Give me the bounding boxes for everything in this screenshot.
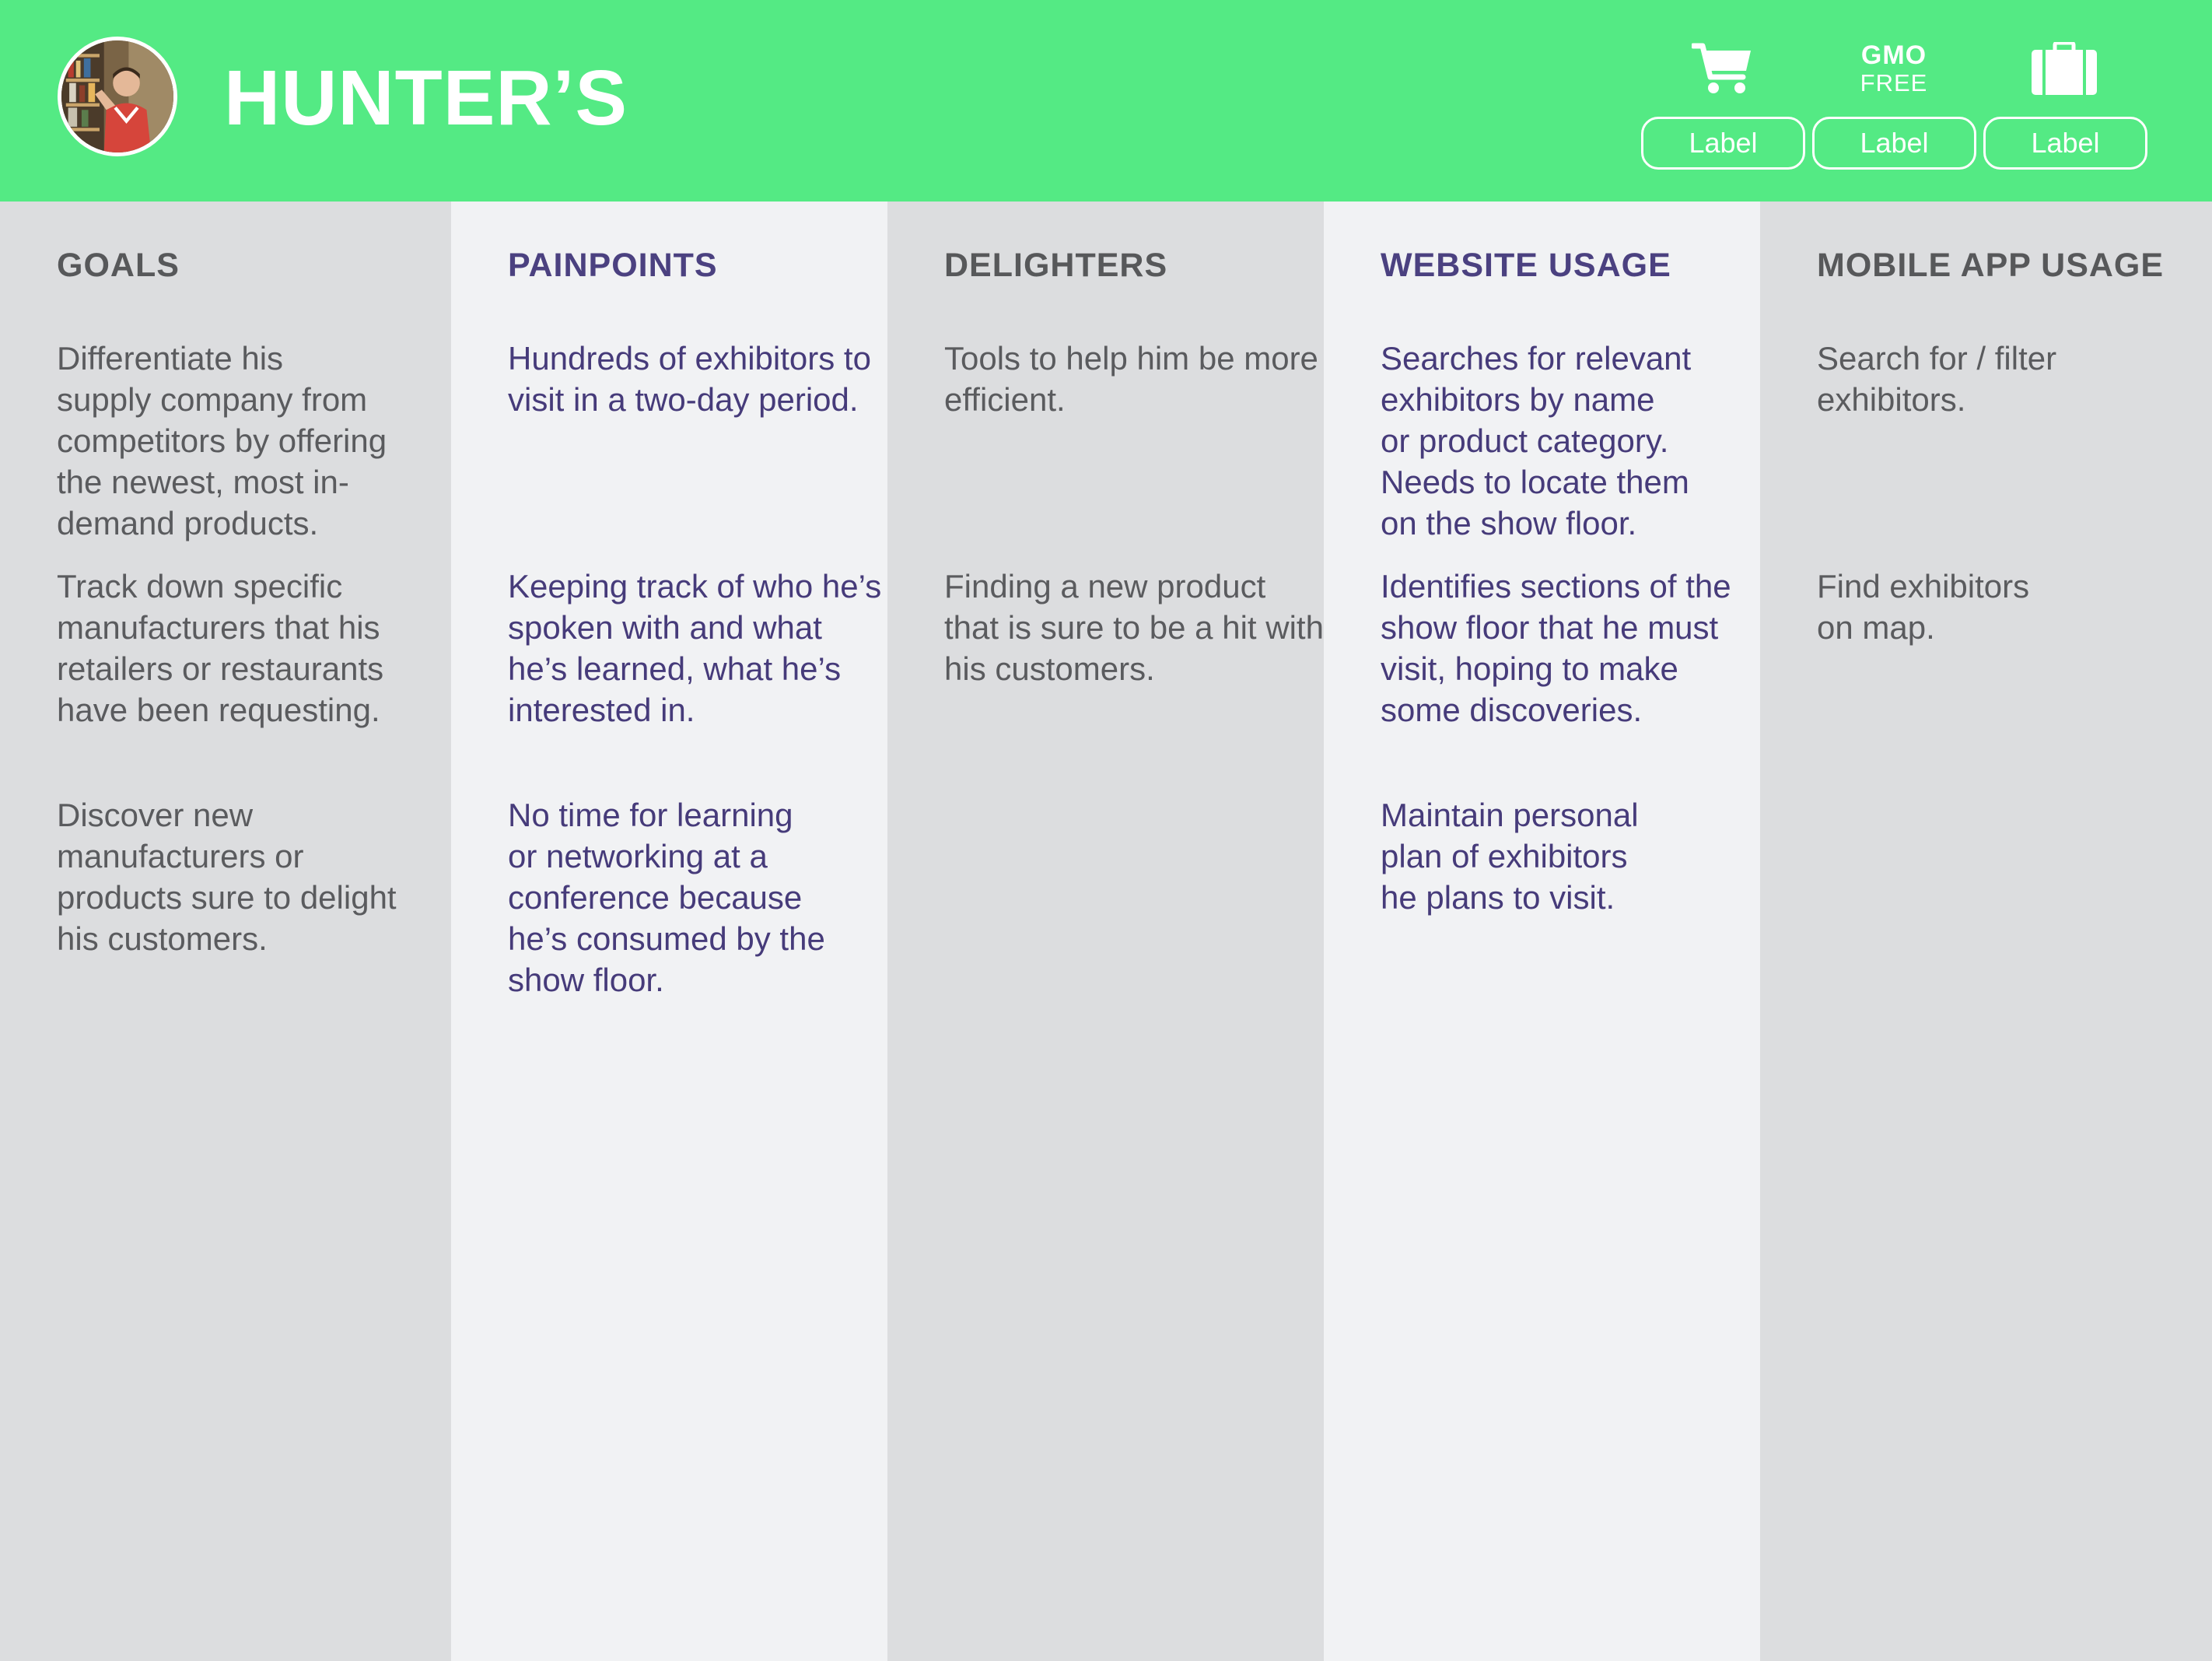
goals-heading: GOALS <box>57 247 180 284</box>
painpoints-item: Keeping track of who he’s spoken with and what he’s learned, what he’s interested in. <box>508 568 882 728</box>
delighters-item: Tools to help him be more efficient. <box>944 340 1318 418</box>
website-usage-item: Searches for relevant exhibitors by name or product category. Needs to locate them on the show floor. <box>1381 340 1692 541</box>
goals-item: Differentiate his supply company from competitors by offering the newest, most in- demand products. <box>57 340 387 541</box>
website-usage-item: Maintain personal plan of exhibitors he plans to visit. <box>1381 797 1639 916</box>
painpoints-item: No time for learning or networking at a conference because he’s consumed by the show floor. <box>508 797 825 998</box>
goals-item: Track down specific manufacturers that his retailers or restaurants have been requesting. <box>57 568 384 728</box>
mobile-app-usage-column <box>1760 201 2212 1661</box>
website-usage-column <box>1324 201 1760 1661</box>
badge-label-button-2[interactable]: Label <box>1812 117 1976 170</box>
painpoints-item: Hundreds of exhibitors to visit in a two-day period. <box>508 340 871 418</box>
delighters-column <box>887 201 1324 1661</box>
delighters-item: Finding a new product that is sure to be a hit with his customers. <box>944 568 1324 687</box>
badge-label-button-3[interactable]: Label <box>1983 117 2147 170</box>
persona-avatar <box>58 37 177 156</box>
delighters-heading: DELIGHTERS <box>944 247 1168 284</box>
website-usage-item: Identifies sections of the show floor that he must visit, hoping to make some discoveries. <box>1381 568 1731 728</box>
website-usage-heading: WEBSITE USAGE <box>1381 247 1671 284</box>
mobile-app-usage-item: Find exhibitors on map. <box>1817 568 2030 646</box>
gmo-free-icon-top-text: GMO <box>1860 40 1927 70</box>
persona-photo-icon <box>61 40 173 152</box>
gmo-free-icon-bottom-text: FREE <box>1860 69 1928 96</box>
goals-column <box>0 201 451 1661</box>
persona-name: HUNTER’S <box>224 54 628 142</box>
goals-item: Discover new manufacturers or products sure to delight his customers. <box>57 797 397 957</box>
gmo-free-icon <box>1843 39 1944 98</box>
mobile-app-usage-item: Search for / filter exhibitors. <box>1817 340 2057 418</box>
painpoints-column <box>451 201 887 1661</box>
badge-label-button-1[interactable]: Label <box>1641 117 1805 170</box>
mobile-app-usage-heading: MOBILE APP USAGE <box>1817 247 2165 284</box>
cart-icon <box>1688 39 1758 98</box>
briefcase-icon <box>2030 39 2098 98</box>
header-bar <box>0 0 2212 201</box>
painpoints-heading: PAINPOINTS <box>508 247 718 284</box>
